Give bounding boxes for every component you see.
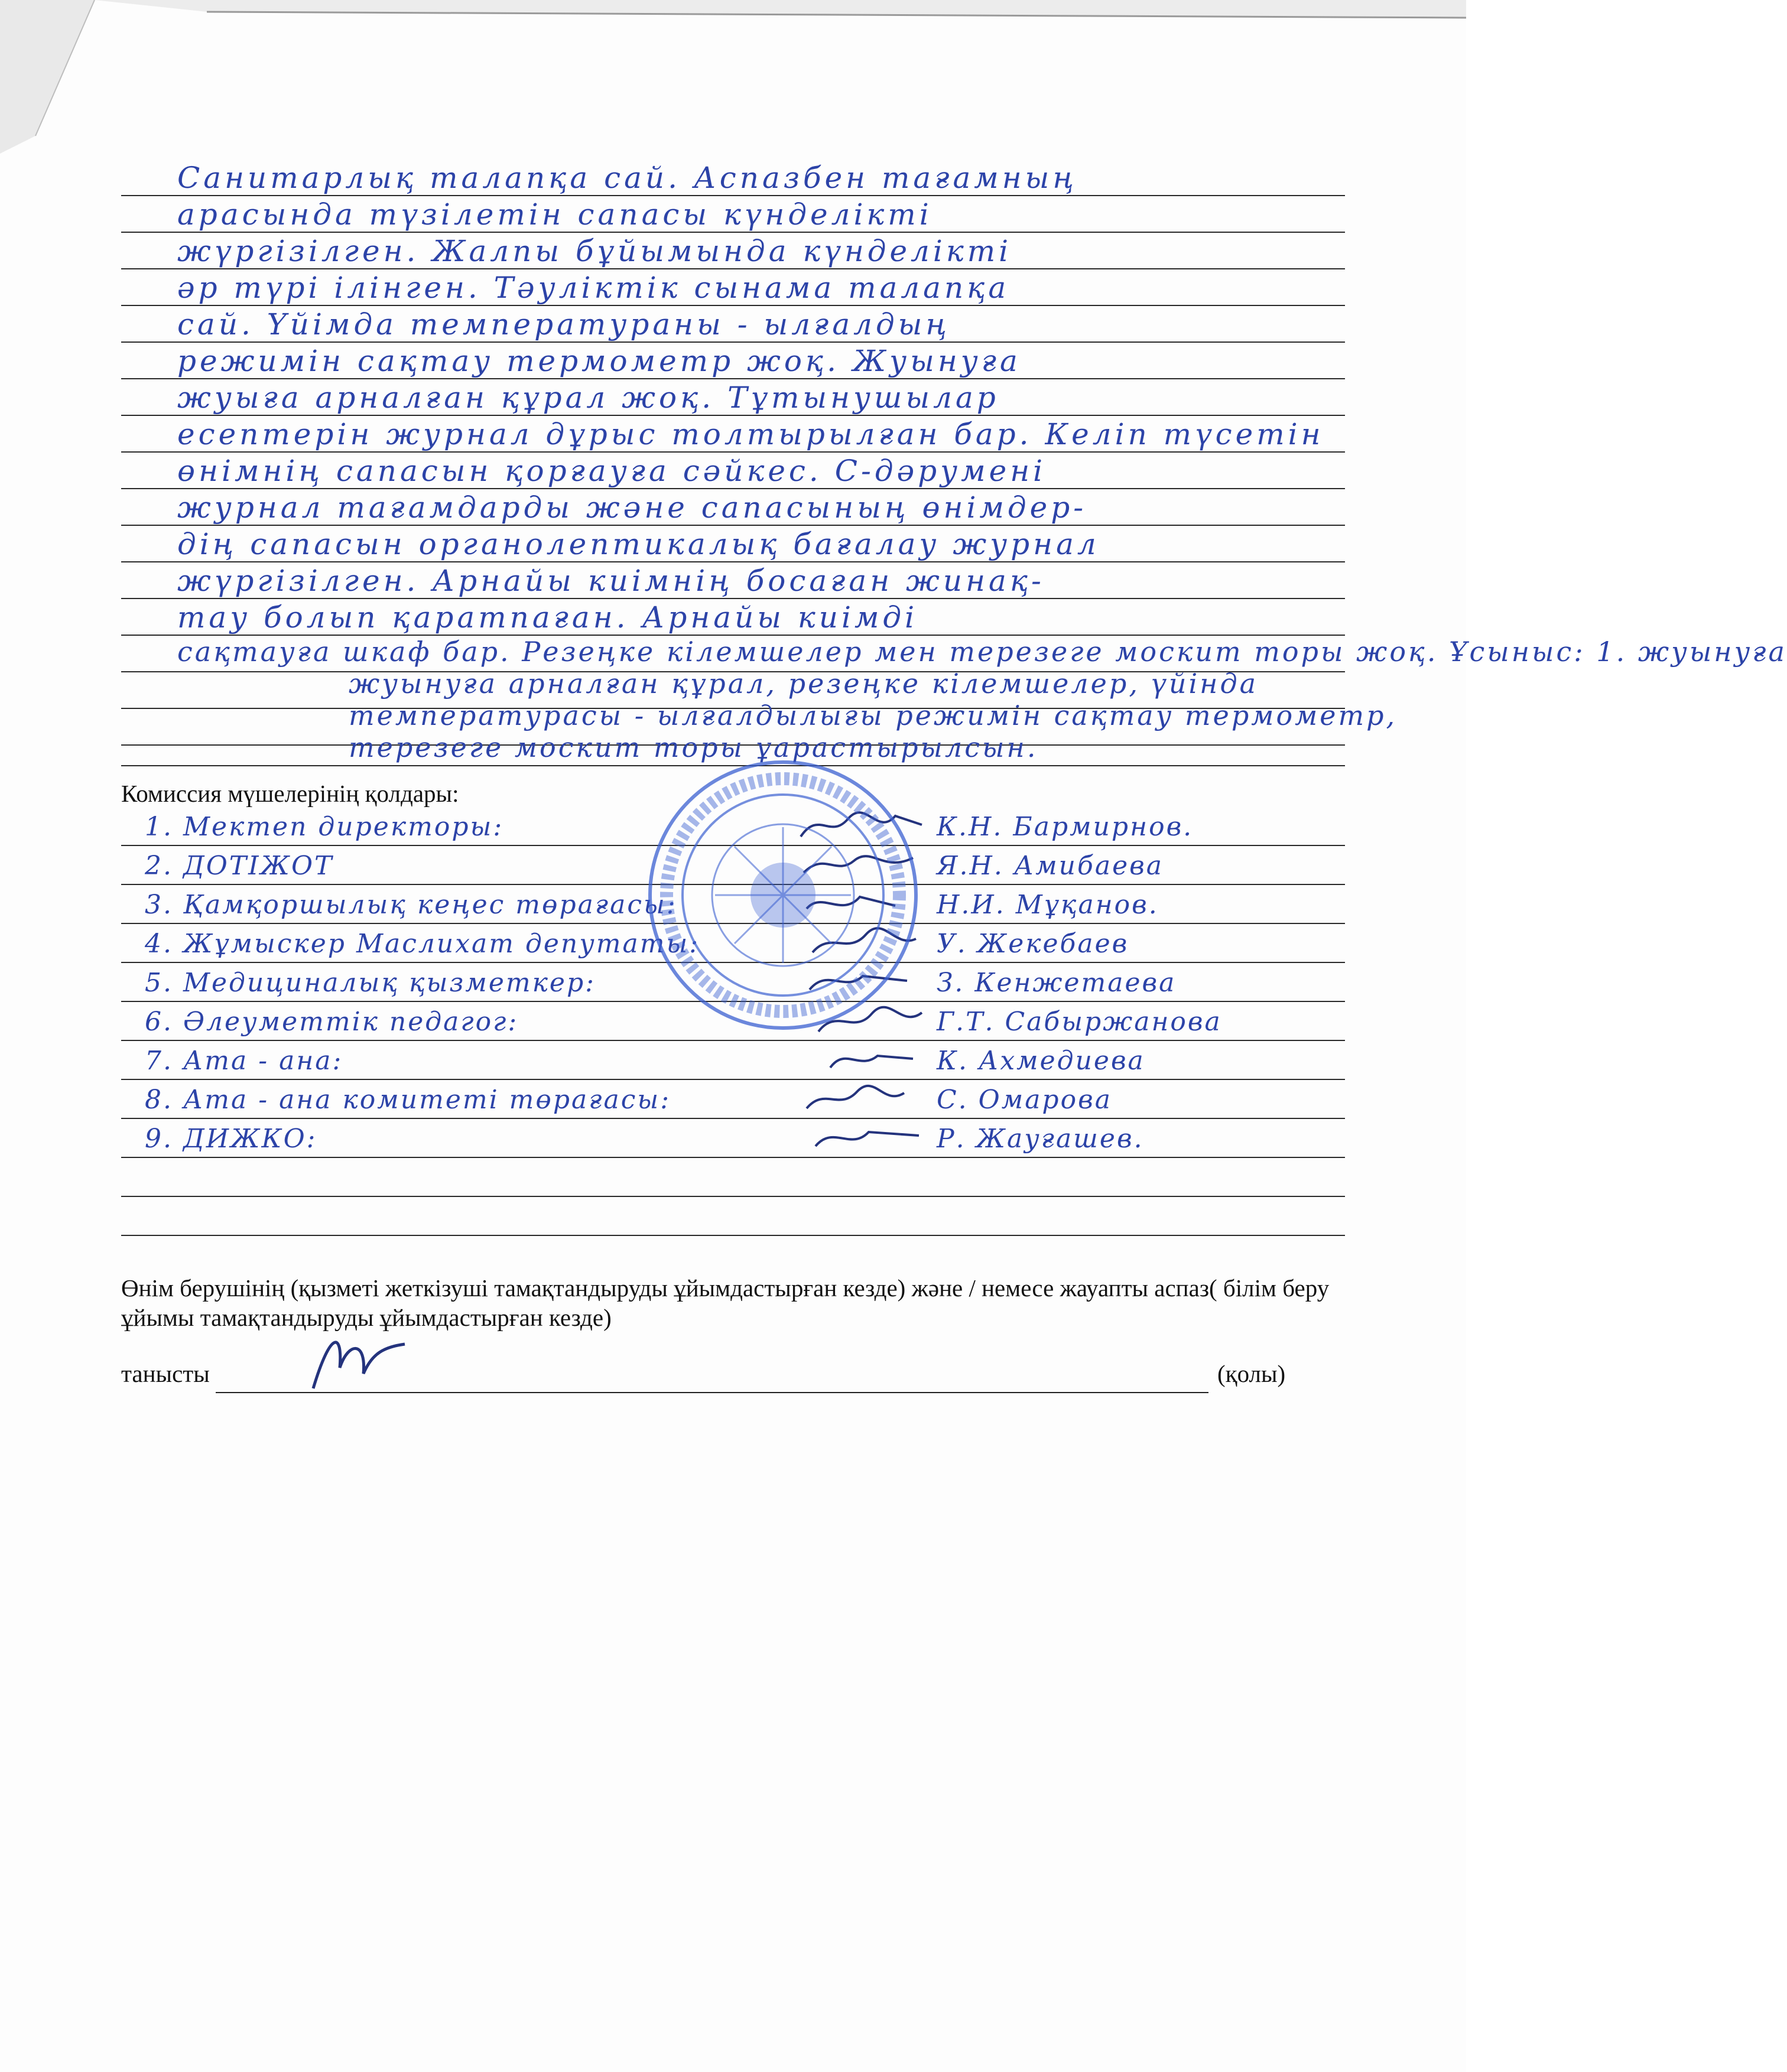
member-name: З. Кенжетаева bbox=[937, 968, 1177, 998]
signature-caption: (қолы) bbox=[1217, 1360, 1286, 1387]
member-name: Н.И. Мұқанов. bbox=[937, 890, 1159, 920]
acknowledgement-text: Өнім берушінің (қызмeті жеткізуші тамақтандыруды ұйымдастырған кезде) және / немесе жауапты аспаз( білім беру ұйымы тамақтандыруды ұйымдастырған кезде) bbox=[121, 1274, 1330, 1331]
handwritten-line: әр түрі ілінген. Тәуліктік сынама талапқа bbox=[177, 271, 1010, 305]
handwritten-line: тау болып қаратпаған. Арнайы киімді bbox=[177, 600, 918, 635]
signature-image bbox=[795, 1041, 931, 1076]
member-role: 7. Ата - ана: bbox=[145, 1046, 343, 1076]
supplier-signature-image bbox=[295, 1318, 420, 1400]
handwritten-line: арасында түзілетін сапасы күнделікті bbox=[177, 197, 933, 232]
handwritten-line: режимін сақтау термометр жоқ. Жуынуға bbox=[177, 344, 1021, 378]
ruled-line bbox=[121, 1235, 1345, 1236]
member-name: Г.Т. Сабыржанова bbox=[937, 1007, 1222, 1037]
member-name: У. Жекебаев bbox=[937, 929, 1129, 959]
member-row bbox=[145, 1119, 1327, 1158]
conclusion-line: температурасы - ылғалдылығы режимін сақтау термометр, bbox=[349, 700, 1398, 731]
member-role: 2. ДОТІЖОТ bbox=[145, 851, 334, 881]
handwritten-line: өнімнің сапасын қорғауға сәйкес. С-дәрумені bbox=[177, 454, 1047, 488]
member-role: 8. Ата - ана комитеті төрағасы: bbox=[145, 1085, 671, 1115]
signature-image bbox=[795, 1119, 931, 1154]
signature-line bbox=[216, 1392, 1208, 1393]
handwritten-line: жүргізілген. Арнайы киімнің босаған жинақ- bbox=[177, 564, 1045, 598]
member-role: 3. Қамқоршылық кеңес төрағасы: bbox=[145, 890, 677, 920]
member-role: 5. Медициналық қызметкер: bbox=[145, 968, 596, 998]
official-stamp-seal bbox=[644, 756, 922, 1034]
ruled-line bbox=[121, 1196, 1345, 1197]
handwritten-line: жуыға арналған құрал жоқ. Тұтынушылар bbox=[177, 380, 999, 415]
member-role: 9. ДИЖКО: bbox=[145, 1124, 317, 1154]
member-role: 4. Жұмыскер Маслихат депутаты: bbox=[145, 929, 700, 959]
member-role: 6. Әлеуметтік педагог: bbox=[145, 1007, 519, 1037]
member-name: Я.Н. Амибаева bbox=[937, 851, 1164, 881]
member-row bbox=[145, 1041, 1327, 1080]
conclusion-line: жуынуға арналған құрал, резеңке кілемшелер, үйінда bbox=[349, 668, 1259, 700]
signature-image bbox=[795, 1080, 931, 1115]
member-role: 1. Мектеп директоры: bbox=[145, 812, 504, 842]
handwritten-line: жүргізілген. Жалпы бұйымында күнделікті bbox=[177, 234, 1012, 268]
handwritten-line: Санитарлық талапқа сай. Аспазбен тағамның bbox=[177, 161, 1078, 195]
member-name: Р. Жауғашев. bbox=[937, 1124, 1144, 1154]
folded-corner-shadow bbox=[0, 0, 1466, 154]
conclusion-line: сақтауға шкаф бар. Резеңке кілемшелер мен терезеге москит торы жоқ. Ұсыныс: 1. жуынуға bbox=[177, 636, 1787, 668]
member-name: К. Ахмедиева bbox=[937, 1046, 1145, 1076]
conclusion-note bbox=[177, 636, 1787, 763]
handwritten-line: сай. Үйімда температураны - ылғалдың bbox=[177, 307, 950, 341]
member-name: К.Н. Бармирнов. bbox=[937, 812, 1194, 842]
handwritten-line: есептерін журнал дұрыс толтырылған бар. Келіп түсетін bbox=[177, 417, 1324, 451]
conclusion-line: терезеге москит торы ұарастырылсын. bbox=[349, 731, 1038, 763]
handwritten-line: дің сапасын органолептикалық бағалау журнал bbox=[177, 527, 1100, 561]
member-row bbox=[145, 1080, 1327, 1119]
familiarized-label: танысты bbox=[121, 1360, 210, 1387]
commission-heading: Комиссия мүшелерінің қолдары: bbox=[121, 780, 459, 807]
handwritten-line: журнал тағамдарды және сапасының өнімдер- bbox=[177, 490, 1087, 525]
member-name: С. Омарова bbox=[937, 1085, 1112, 1115]
